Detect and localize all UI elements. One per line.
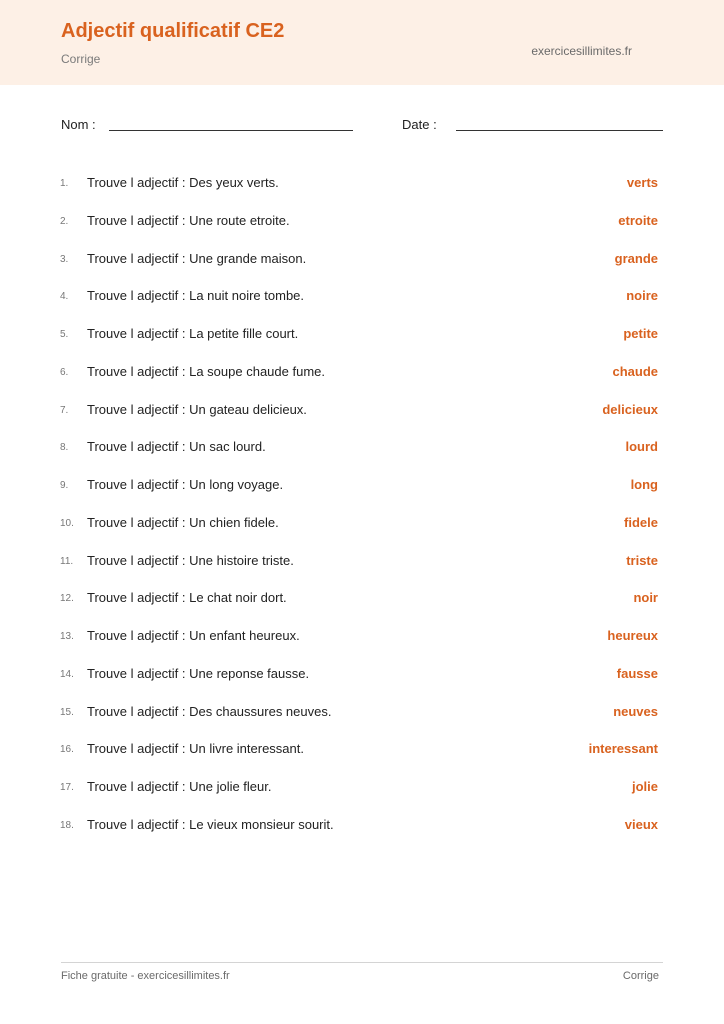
question-row (0, 438, 724, 458)
question-number: 16. (60, 744, 74, 756)
question-text: Trouve l adjectif : La nuit noire tombe. (87, 288, 305, 304)
question-answer: petite (623, 326, 658, 341)
name-line (109, 130, 353, 131)
question-text: Trouve l adjectif : Une histoire triste. (87, 552, 294, 568)
question-answer: vieux (624, 816, 658, 832)
question-row (0, 363, 724, 383)
question-number: 6. (60, 366, 69, 378)
question-text: Trouve l adjectif : La petite fille court. (87, 326, 299, 341)
question-row (0, 778, 724, 798)
question-answer: interessant (588, 741, 658, 757)
question-text: Trouve l adjectif : La soupe chaude fume. (87, 363, 325, 379)
question-answer: verts (626, 175, 658, 190)
question-number: 17. (60, 782, 74, 793)
question-row (0, 552, 724, 572)
question-answer: delicieux (602, 401, 658, 417)
question-answer: noir (633, 590, 658, 606)
name-label: Nom : (61, 117, 96, 132)
question-row (0, 589, 724, 609)
question-answer: neuves (613, 703, 658, 719)
question-number: 18. (60, 819, 74, 831)
question-answer: fausse (616, 665, 658, 681)
page-title: Adjectif qualificatif CE2 (61, 20, 285, 42)
question-number: 10. (60, 517, 74, 529)
question-row (0, 325, 724, 345)
question-text: Trouve l adjectif : Un sac lourd. (87, 439, 266, 455)
question-row (0, 401, 724, 421)
page-subtitle: Corrige (61, 52, 101, 66)
question-answer: heureux (607, 628, 658, 643)
question-text: Trouve l adjectif : Des yeux verts. (87, 175, 279, 190)
question-row (0, 514, 724, 534)
question-row (0, 250, 724, 270)
question-row (0, 627, 724, 647)
question-answer: chaude (612, 363, 658, 379)
question-number: 9. (60, 480, 69, 491)
page-header (0, 0, 724, 85)
date-label: Date : (402, 117, 437, 132)
question-number: 4. (60, 291, 69, 303)
question-answer: triste (626, 552, 658, 568)
question-text: Trouve l adjectif : Une reponse fausse. (87, 665, 310, 681)
question-answer: long (630, 477, 658, 492)
question-row (0, 740, 724, 760)
question-text: Trouve l adjectif : Une route etroite. (87, 212, 290, 228)
question-number: 5. (60, 329, 69, 340)
question-answer: noire (626, 288, 658, 304)
question-number: 3. (60, 253, 69, 265)
question-text: Trouve l adjectif : Un gateau delicieux. (87, 401, 307, 417)
question-text: Trouve l adjectif : Une grande maison. (87, 250, 307, 266)
footer-divider (61, 962, 663, 963)
question-number: 12. (60, 593, 74, 605)
question-answer: grande (614, 250, 658, 266)
question-number: 8. (60, 442, 69, 454)
question-text: Trouve l adjectif : Un long voyage. (87, 477, 284, 492)
site-name: exercicesillimites.fr (531, 44, 632, 58)
question-row (0, 665, 724, 685)
question-number: 14. (60, 668, 74, 680)
question-answer: lourd (625, 439, 658, 455)
question-number: 2. (60, 215, 69, 227)
question-row (0, 476, 724, 496)
question-text: Trouve l adjectif : Un enfant heureux. (87, 628, 300, 643)
question-number: 7. (60, 404, 69, 416)
question-answer: jolie (631, 779, 658, 794)
question-text: Trouve l adjectif : Le vieux monsieur sourit. (87, 816, 334, 832)
question-answer: fidele (624, 514, 658, 530)
question-row (0, 816, 724, 836)
question-row (0, 287, 724, 307)
question-text: Trouve l adjectif : Des chaussures neuves. (87, 703, 332, 719)
question-answer: etroite (618, 212, 658, 228)
question-row (0, 174, 724, 194)
footer-left: Fiche gratuite - exercicesillimites.fr (61, 970, 230, 982)
question-text: Trouve l adjectif : Une jolie fleur. (87, 779, 272, 794)
question-number: 1. (60, 178, 69, 189)
question-number: 11. (60, 555, 74, 567)
date-line (456, 130, 663, 131)
question-row (0, 212, 724, 232)
question-row (0, 703, 724, 723)
question-number: 15. (60, 706, 74, 718)
question-text: Trouve l adjectif : Un chien fidele. (87, 514, 279, 530)
footer-right: Corrige (622, 970, 659, 982)
question-text: Trouve l adjectif : Un livre interessant. (87, 741, 304, 757)
question-text: Trouve l adjectif : Le chat noir dort. (87, 590, 287, 606)
question-number: 13. (60, 631, 74, 642)
